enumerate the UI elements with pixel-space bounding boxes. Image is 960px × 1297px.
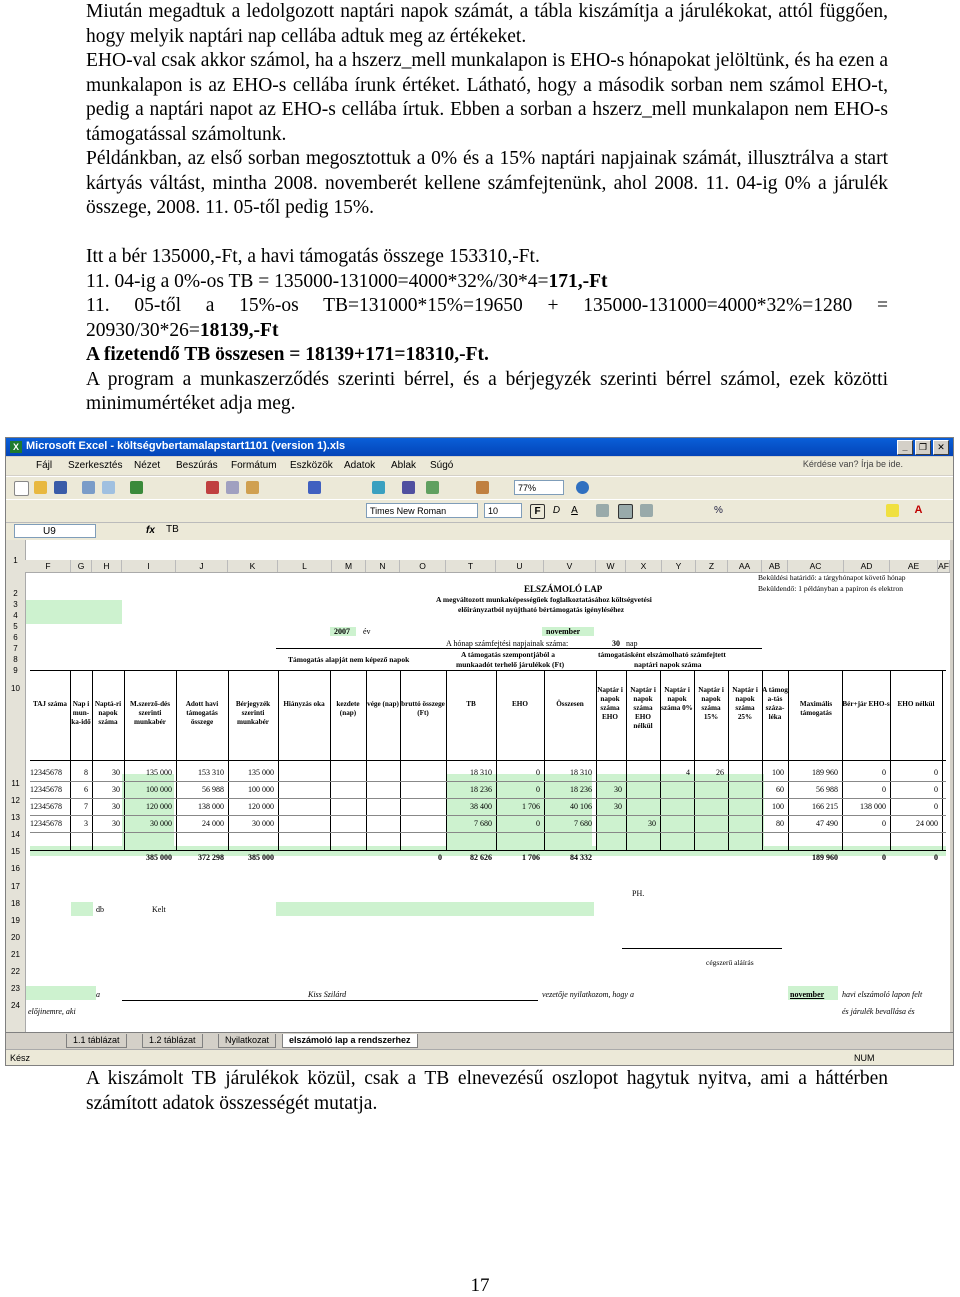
column-header[interactable]: Z [696,560,728,572]
deadline-text: Beküldési határidő: a tárgyhónapot követő hónap [758,573,906,582]
table-cell[interactable]: 0 [536,768,540,777]
column-headers [25,560,950,573]
calc-result: 171,-Ft [548,270,608,292]
preview-icon[interactable] [102,481,115,494]
row-divider [30,815,946,816]
column-header[interactable]: G [71,560,92,572]
total-cell[interactable]: 0 [438,853,442,862]
paragraph: A program a munkaszerződés szerinti bérrel, és a bérjegyzék szerinti bérrel számol, ezek közötti minimumértéket adja meg. [86,368,888,414]
column-title: Adott havi támogatás összege [185,700,219,726]
column-title: A támog a-tás száza-léka [762,686,788,721]
declaration-month: november [790,990,825,999]
group-header: naptári napok száma [634,660,702,669]
signature-label: cégszerű aláírás [706,958,754,967]
table-cell[interactable]: 4 [686,768,690,777]
tab-1-2[interactable]: 1.2 táblázat [142,1034,203,1048]
row-header[interactable]: 18 [11,899,20,908]
calc-text: 11. 04-ig a 0%-os TB = 135000-131000=4000*32%/30*4= [86,270,549,292]
menu-view[interactable]: Nézet [134,460,161,471]
row-header[interactable]: 20 [11,933,20,942]
declaration-text: előjinemre, aki [28,1007,76,1016]
cut-icon[interactable] [206,481,219,494]
table-cell[interactable]: 30 [112,768,120,777]
column-header[interactable]: H [92,560,122,572]
minimize-icon[interactable]: _ [897,440,913,455]
column-title: Nap i mun-ka-idő [71,700,91,726]
table-cell[interactable]: 30 000 [252,819,274,828]
menu-help[interactable]: Súgó [430,460,454,471]
row-header[interactable]: 17 [11,882,20,891]
table-cell[interactable]: 18 236 [570,785,592,794]
row-header[interactable]: 15 [11,847,20,856]
column-header[interactable]: T [446,560,496,572]
column-header[interactable]: AC [788,560,844,572]
column-title: vége (nap) [367,700,399,708]
table-cell[interactable]: 0 [934,768,938,777]
column-title: Naptár i napok száma 15% [698,686,724,721]
column-title: Naptár i napok száma EHO nélkül [630,686,656,730]
save-icon[interactable] [54,481,67,494]
sort-asc-icon[interactable] [426,481,439,494]
group-header: Támogatás alapját nem képező napok [288,655,410,664]
table-cell[interactable]: 100 000 [146,785,172,794]
formula-bar [6,522,953,540]
table-cell[interactable]: 153 310 [198,768,224,777]
row-header[interactable]: 24 [11,1001,20,1010]
fill-color-icon[interactable] [886,504,899,517]
italic-icon[interactable]: D [552,505,561,516]
total-cell[interactable]: 372 298 [198,853,224,862]
group-header: A támogatás szempontjából a [461,650,555,659]
column-title: Naptá-ri napok száma [94,700,122,726]
month-value: november [546,627,581,636]
sheet-title: ELSZÁMOLÓ LAP [524,584,603,594]
table-cell[interactable]: 60 [776,785,784,794]
calc-text: 11. 05-től a 15%-os TB=131000*15%=19650 + 135000-131000=4000*32%=1280 = 20930/30*26= [86,295,888,341]
table-cell[interactable]: 26 [716,768,724,777]
total-cell[interactable]: 189 960 [812,853,838,862]
page-number: 17 [470,1275,490,1296]
row-header[interactable]: 19 [11,916,20,925]
percent-icon[interactable]: % [714,505,723,516]
sheet-subtitle: előirányzatból nyújtható bértámogatás igényléséhez [458,605,625,614]
excel-icon: X [10,441,22,453]
column-title: Naptár i napok száma EHO [597,686,623,721]
row-header[interactable]: 3 [13,600,18,609]
table-cell[interactable]: 138 000 [198,802,224,811]
help-icon[interactable] [576,481,589,494]
rule [122,1000,538,1001]
column-header[interactable]: AA [728,560,762,572]
highlight [26,986,96,1000]
calc-line-1 [86,270,888,295]
zoom-select[interactable]: 77% [514,480,564,495]
column-title: TB [466,700,476,708]
window-title: Microsoft Excel - költségvbertamalapstart1101 (version 1).xls [26,440,346,452]
table-cell[interactable]: 0 [934,802,938,811]
menu-data[interactable]: Adatok [344,460,376,471]
table-cell[interactable]: 0 [934,785,938,794]
row-divider [30,781,946,782]
table-cell[interactable]: 18 310 [570,768,592,777]
year-value: 2007 [334,627,350,636]
column-title: kezdete (nap) [336,700,360,717]
font-size-select[interactable]: 10 [484,503,522,518]
paragraph: Miután megadtuk a ledolgozott naptári napok számát, a tábla kiszámítja a járulékokat, attól függően, hogy melyik naptári nap cellába adtuk meg az értékeket. [86,1,888,47]
title-bar [6,438,953,456]
tab-nyilatkozat[interactable]: Nyilatkozat [218,1034,276,1048]
rule [30,670,946,671]
table-cell[interactable]: 120 000 [248,802,274,811]
year-label: év [363,627,371,636]
row-header[interactable]: 10 [11,684,20,693]
total-cell[interactable]: 0 [934,853,938,862]
spreadsheet-grid[interactable] [6,540,950,1032]
intro-text [86,0,888,417]
sheet-tabs [6,1032,953,1049]
menu-insert[interactable]: Beszúrás [176,460,218,471]
underline-icon[interactable]: A [571,505,578,516]
row-header[interactable]: 2 [13,589,18,598]
highlight [276,902,594,916]
column-title: Naptár i napok száma 0% [661,686,693,712]
table-cell[interactable]: 166 215 [812,802,838,811]
table-cell[interactable]: 120 000 [146,802,172,811]
total-cell[interactable]: 0 [882,853,886,862]
manager-name: Kiss Szilárd [308,990,347,999]
column-title: M.szerző-dés szerinti munkabér [129,700,171,726]
table-cell[interactable]: 189 960 [812,768,838,777]
table-cell[interactable]: 0 [882,785,886,794]
excel-window [5,437,954,1066]
table-cell[interactable]: 56 988 [202,785,224,794]
help-search-box[interactable]: Kérdése van? Írja be ide. [802,459,903,469]
tab-elszamolo-lap[interactable]: elszámoló lap a rendszerhez [282,1034,418,1048]
restore-icon[interactable]: ❐ [915,440,931,455]
highlight [26,600,122,624]
column-title: TAJ száma [32,700,67,708]
undo-icon[interactable] [308,481,321,494]
date-label: Kelt [152,905,166,914]
table-cell[interactable]: 30 [648,819,656,828]
paragraph: EHO-val csak akkor számol, ha a hszerz_mell munkalapon is EHO-s hónapokat jelöltünk, és ha ezen a munkalapon is az EHO-s cellába írunk értéket. Látható, hogy a második sorban nem számol EHO-t, pedig a naptári napot az EHO-s cellába írtuk. Ebben a sorban a hszerz_mell munkalapon nem EHO-s támogatással számoltunk. [86,50,888,145]
status-num: NUM [854,1053,875,1063]
table-cell[interactable]: 100 [772,802,784,811]
calc-line-2 [86,294,888,343]
align-center-icon[interactable] [618,504,633,519]
name-box[interactable]: U9 [14,524,96,538]
table-cell[interactable]: 100 [772,768,784,777]
autosum-icon[interactable] [402,481,415,494]
table-cell[interactable]: 6 [84,785,88,794]
total-cell[interactable]: 385 000 [248,853,274,862]
table-cell[interactable]: 24 000 [202,819,224,828]
column-header[interactable]: K [228,560,278,572]
table-cell[interactable]: 12345678 [30,802,62,811]
table-cell[interactable]: 30 [112,819,120,828]
total-cell[interactable]: 84 332 [570,853,592,862]
column-header[interactable]: AE [890,560,938,572]
new-icon[interactable] [14,481,29,496]
column-header[interactable]: W [596,560,626,572]
menu-bar [6,457,953,475]
column-header[interactable]: V [544,560,596,572]
total-line [86,343,888,368]
row-header[interactable]: 14 [11,830,20,839]
row-divider [30,832,946,833]
table-cell[interactable]: 7 680 [574,819,592,828]
print-icon[interactable] [82,481,95,494]
row-header[interactable]: 12 [11,796,20,805]
table-cell[interactable]: 30 [614,802,622,811]
table-cell[interactable]: 1 706 [522,802,540,811]
paragraph: Itt a bér 135000,-Ft, a havi támogatás összege 153310,-Ft. [86,246,540,267]
table-cell[interactable]: 38 400 [470,802,492,811]
column-title: EHO [512,700,528,708]
table-cell[interactable]: 30 [614,785,622,794]
declaration-text: és járulék bevallása és [842,1007,915,1016]
row-header[interactable]: 22 [11,967,20,976]
table-cell[interactable]: 47 490 [816,819,838,828]
column-title: bruttó összege (Ft) [401,700,445,717]
font-name-select[interactable]: Times New Roman [366,503,478,518]
column-header[interactable]: X [626,560,662,572]
column-title: Bér+jár EHO-s [842,700,890,708]
table-cell[interactable]: 80 [776,819,784,828]
bold-icon[interactable]: F [530,504,545,519]
group-header: támogatásként elszámolható számfejtett [598,650,726,659]
row-header[interactable]: 1 [13,556,18,565]
row-header[interactable]: 6 [13,633,18,642]
menu-tools[interactable]: Eszközök [290,460,333,471]
db-label: db [96,905,104,914]
table-cell[interactable]: 12345678 [30,819,62,828]
sheet-subtitle: A megváltozott munkaképességűek foglalkoztatásához költségvetési [436,595,652,604]
column-header[interactable]: I [122,560,176,572]
fx-icon[interactable]: fx [146,525,155,536]
column-header[interactable]: F [26,560,71,572]
column-header[interactable]: AD [844,560,890,572]
row-header[interactable]: 23 [11,984,20,993]
column-header[interactable]: M [332,560,366,572]
column-header[interactable]: L [278,560,332,572]
column-header[interactable]: U [496,560,544,572]
declaration-a: a [96,990,100,999]
tab-1-1[interactable]: 1.1 táblázat [66,1034,127,1048]
total-text: A fizetendő TB összesen = 18139+171=18310,-Ft. [86,344,489,365]
font-color-icon[interactable]: A [914,504,923,516]
rule [30,850,946,851]
column-header[interactable]: Y [662,560,696,572]
total-cell[interactable]: 385 000 [146,853,172,862]
paste-icon[interactable] [246,481,259,494]
window-buttons [895,440,949,455]
table-cell[interactable]: 135 000 [146,768,172,777]
table-cell[interactable]: 7 [84,802,88,811]
days-unit: nap [626,639,638,648]
column-header[interactable]: N [366,560,400,572]
standard-toolbar [6,476,953,499]
table-cell[interactable]: 18 236 [470,785,492,794]
column-title: Maximális támogatás [799,700,833,717]
open-icon[interactable] [34,481,47,494]
row-headers [6,540,26,1032]
highlight [71,902,93,916]
calc-result: 18139,-Ft [199,319,279,341]
row-header[interactable]: 16 [11,864,20,873]
menu-window[interactable]: Ablak [391,460,417,471]
status-bar [6,1049,953,1066]
table-cell[interactable]: 8 [84,768,88,777]
table-cell[interactable]: 0 [882,819,886,828]
column-title: Összesen [556,700,584,708]
menu-format[interactable]: Formátum [231,460,277,471]
row-header[interactable]: 21 [11,950,20,959]
close-icon[interactable]: ✕ [933,440,949,455]
menu-file[interactable]: Fájl [36,460,53,471]
column-header[interactable]: AF [938,561,949,571]
table-cell[interactable]: 138 000 [860,802,886,811]
column-title: Bérjegyzék szerinti munkabér [235,700,271,726]
declaration-text: havi elszámoló lapon felt [842,990,923,999]
formula-content[interactable]: TB [166,524,179,535]
table-cell[interactable]: 56 988 [816,785,838,794]
column-header[interactable]: O [400,560,446,572]
column-header[interactable]: AB [762,560,788,572]
declaration-text: vezetője nyilatkozom, hogy a [542,990,634,999]
row-header[interactable]: 7 [13,644,18,653]
table-cell[interactable]: 0 [882,768,886,777]
align-left-icon[interactable] [596,504,609,517]
align-right-icon[interactable] [640,504,653,517]
rule [30,760,946,761]
table-cell[interactable]: 135 000 [248,768,274,777]
deadline-text: Beküldendő: 1 példányban a papíron és elektron [758,584,903,593]
table-cell[interactable]: 30 [112,802,120,811]
table-cell[interactable]: 0 [536,785,540,794]
table-cell[interactable]: 24 000 [916,819,938,828]
status-ready: Kész [10,1053,31,1063]
table-cell[interactable]: 40 106 [570,802,592,811]
menu-edit[interactable]: Szerkesztés [68,460,123,471]
outro-paragraph: A kiszámolt TB járulékok közül, csak a TB elnevezésű oszlopot hagytuk nyitva, ami a háttérben számított adatok összességét mutatja. [86,1068,888,1114]
table-cell[interactable]: 30 000 [150,819,172,828]
row-header[interactable]: 13 [11,813,20,822]
column-title: EHO nélkül [897,700,935,708]
hyperlink-icon[interactable] [372,481,385,494]
table-cell[interactable]: 12345678 [30,768,62,777]
row-header[interactable]: 11 [11,779,20,788]
column-title: Hiányzás oka [283,700,325,708]
table-cell[interactable]: 12345678 [30,785,62,794]
total-cell[interactable]: 82 626 [470,853,492,862]
chart-wizard-icon[interactable] [476,481,489,494]
row-header[interactable]: 4 [13,611,18,620]
group-header: munkaadót terhelő járulékok (Ft) [456,660,565,669]
row-header[interactable]: 9 [13,666,18,675]
paragraph: Példánkban, az első sorban megosztottuk a 0% és a 15% naptári napjainak számát, illusztrálva a start kártyás váltást, mintha 2008. novemberét kellene számfejtenünk, ahol 2008. 11. 04-ig 0% a járulék összege, 2008. 11. 05-től pedig 15%. [86,148,888,218]
total-cell[interactable]: 1 706 [522,853,540,862]
table-cell[interactable]: 100 000 [248,785,274,794]
formatting-toolbar [6,499,953,522]
row-divider [30,798,946,799]
spelling-icon[interactable] [130,481,143,494]
ph-label: PH. [632,889,645,898]
column-header[interactable]: J [176,560,228,572]
table-cell[interactable]: 7 680 [474,819,492,828]
table-cell[interactable]: 30 [112,785,120,794]
table-cell[interactable]: 18 310 [470,768,492,777]
blank-line [86,221,888,246]
rule [276,648,762,649]
copy-icon[interactable] [226,481,239,494]
row-header[interactable]: 8 [13,655,18,664]
table-cell[interactable]: 0 [536,819,540,828]
days-label: A hónap számfejtési napjainak száma: [446,639,569,648]
table-cell[interactable]: 3 [84,819,88,828]
days-value: 30 [612,639,620,648]
signature-line [622,948,782,949]
column-title: Naptár i napok száma 25% [732,686,758,721]
row-header[interactable]: 5 [13,622,18,631]
